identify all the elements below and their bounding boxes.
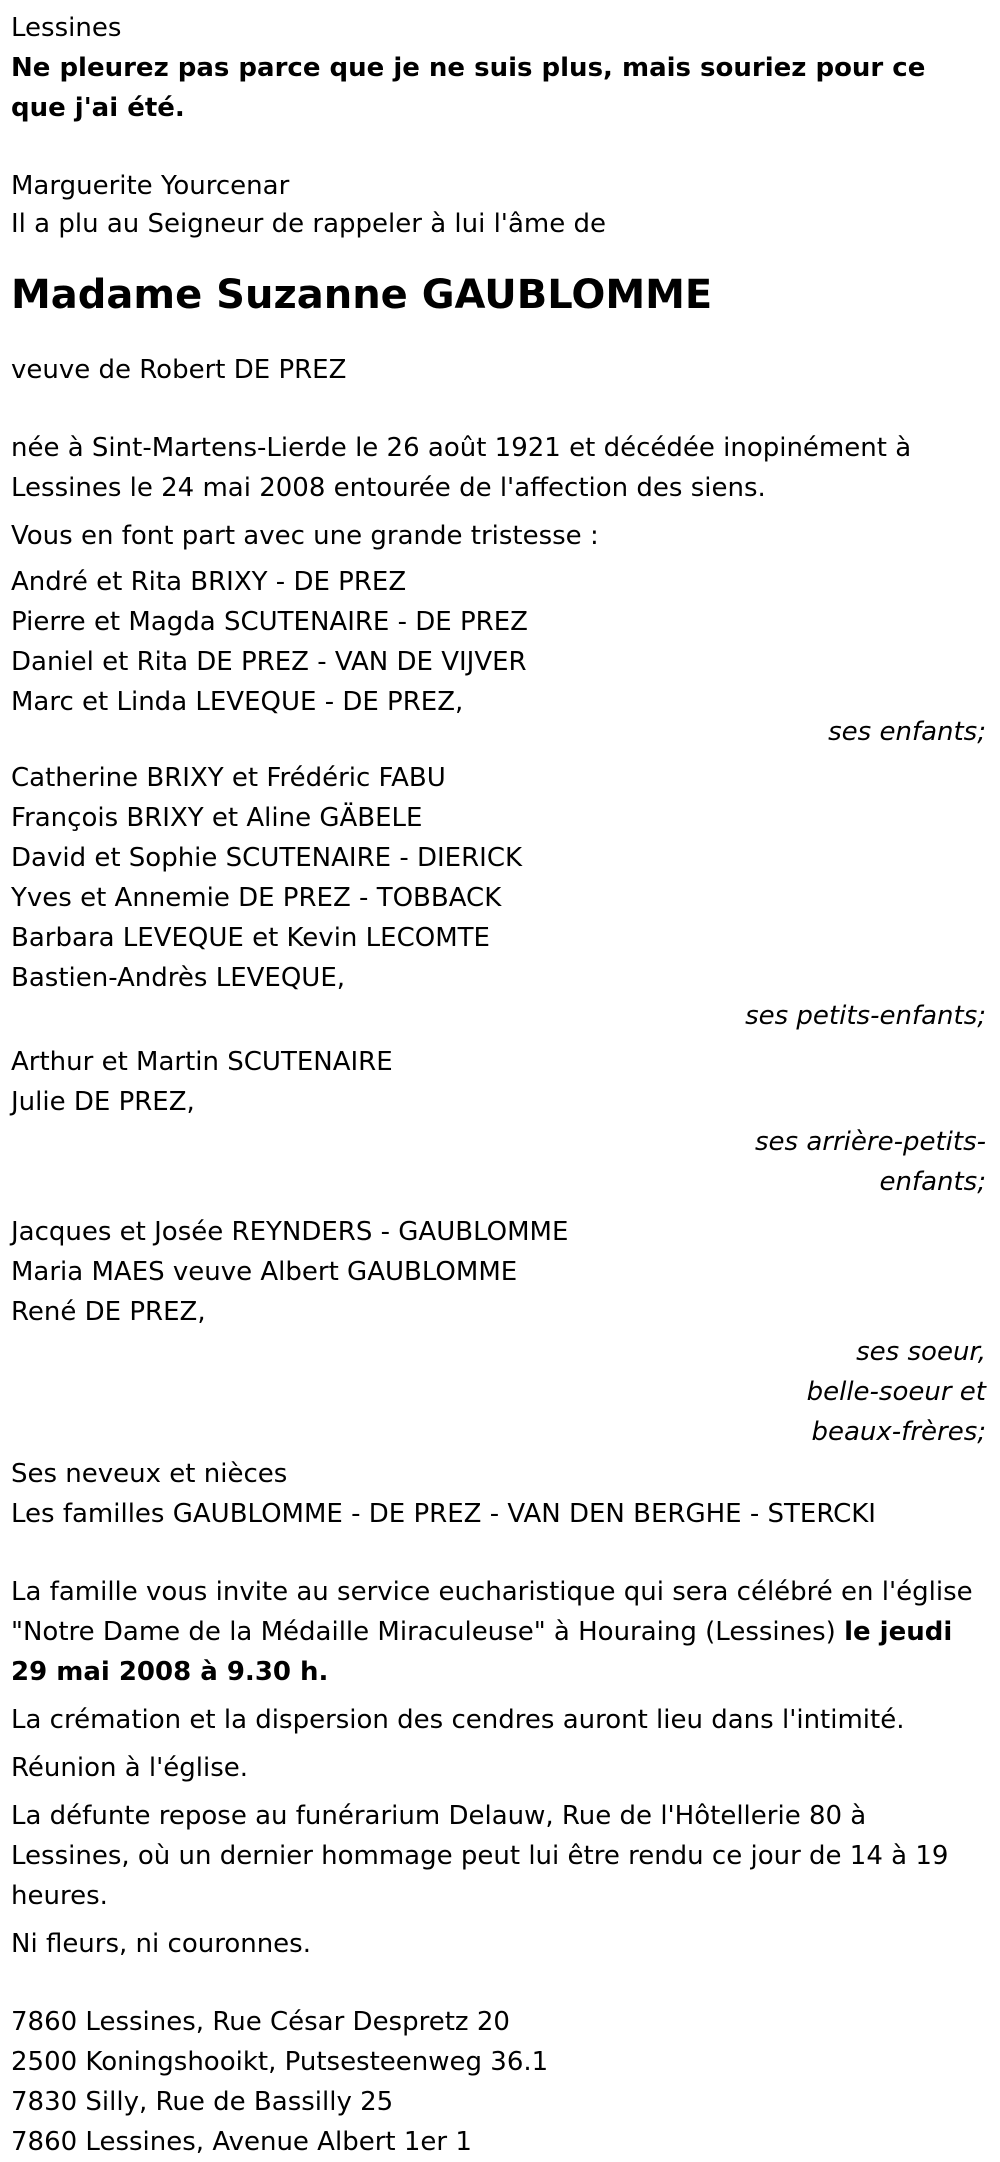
family-group-children	[11, 562, 996, 752]
spacer	[11, 390, 996, 428]
family-role: beaux-frères;	[811, 1417, 986, 1447]
note-flowers: Ni fleurs, ni couronnes.	[11, 1929, 311, 1959]
family-member: André et Rita BRIXY - DE PREZ	[11, 567, 407, 597]
quote: Ne pleurez pas parce que je ne suis plus, mais souriez pour ce que j'ai été.	[11, 53, 926, 123]
family-member: Yves et Annemie DE PREZ - TOBBACK	[11, 883, 502, 913]
family-member: Maria MAES veuve Albert GAUBLOMME	[11, 1257, 518, 1287]
family-member: Barbara LEVEQUE et Kevin LECOMTE	[11, 923, 490, 953]
spacer	[11, 1534, 996, 1572]
service-date: le jeudi 29 mai 2008 à 9.30 h.	[11, 1617, 953, 1687]
family-role: ses soeur,	[856, 1337, 986, 1367]
service-announcement	[11, 1572, 986, 1692]
family-group-siblings	[11, 1212, 996, 1452]
family-group-great-grandchildren	[11, 1042, 996, 1202]
deceased-name: Madame Suzanne GAUBLOMME	[11, 272, 713, 318]
announcement: Vous en font part avec une grande tristesse :	[11, 521, 599, 551]
widow-of: veuve de Robert DE PREZ	[11, 355, 347, 385]
note-funerarium: La défunte repose au funérarium Delauw, Rue de l'Hôtellerie 80 à Lessines, où un dernier hommage peut lui être rendu ce jour de 14 à 19 heures.	[11, 1801, 949, 1911]
nephews-nieces: Ses neveux et nièces	[11, 1459, 288, 1489]
family-group-grandchildren	[11, 758, 996, 1036]
family-member: Jacques et Josée REYNDERS - GAUBLOMME	[11, 1217, 569, 1247]
family-member: Daniel et Rita DE PREZ - VAN DE VIJVER	[11, 647, 527, 677]
address-list	[11, 2002, 996, 2162]
address: 7860 Lessines, Avenue Albert 1er 1	[11, 2127, 472, 2157]
intro-text: Il a plu au Seigneur de rappeler à lui l'âme de	[11, 209, 606, 239]
family-member: David et Sophie SCUTENAIRE - DIERICK	[11, 843, 523, 873]
family-member: René DE PREZ,	[11, 1297, 206, 1327]
family-member: Marc et Linda LEVEQUE - DE PREZ,	[11, 687, 464, 717]
quote-author: Marguerite Yourcenar	[11, 171, 290, 201]
note-reunion: Réunion à l'église.	[11, 1753, 249, 1783]
families-line: Les familles GAUBLOMME - DE PREZ - VAN DEN BERGHE - STERCKI	[11, 1499, 876, 1529]
family-member: Julie DE PREZ,	[11, 1087, 195, 1117]
family-role: ses arrière-petits-	[755, 1127, 986, 1157]
spacer	[11, 1964, 996, 2002]
family-member: François BRIXY et Aline GÄBELE	[11, 803, 423, 833]
address: 7860 Lessines, Rue César Despretz 20	[11, 2007, 510, 2037]
service-text: La famille vous invite au service eucharistique qui sera célébré en l'église "Notre Dame de la Médaille Miraculeuse" à Houraing (Lessines)	[11, 1577, 973, 1647]
family-member: Arthur et Martin SCUTENAIRE	[11, 1047, 393, 1077]
header-city: Lessines	[11, 13, 122, 43]
family-role: enfants;	[879, 1167, 986, 1197]
address: 7830 Silly, Rue de Bassilly 25	[11, 2087, 394, 2117]
family-role: belle-soeur et	[806, 1377, 986, 1407]
family-role: ses enfants;	[828, 717, 986, 747]
address: 2500 Koningshooikt, Putsesteenweg 36.1	[11, 2047, 549, 2077]
family-member: Bastien-Andrès LEVEQUE,	[11, 963, 346, 993]
extended-family	[11, 1454, 996, 1534]
note-cremation: La crémation et la dispersion des cendres auront lieu dans l'intimité.	[11, 1705, 905, 1735]
birth-death: née à Sint-Martens-Lierde le 26 août 1921 et décédée inopinément à Lessines le 24 mai 2008 entourée de l'affection des siens.	[11, 433, 912, 503]
spacer	[11, 128, 996, 166]
family-member: Catherine BRIXY et Frédéric FABU	[11, 763, 446, 793]
family-member: Pierre et Magda SCUTENAIRE - DE PREZ	[11, 607, 528, 637]
family-role: ses petits-enfants;	[745, 1001, 986, 1031]
